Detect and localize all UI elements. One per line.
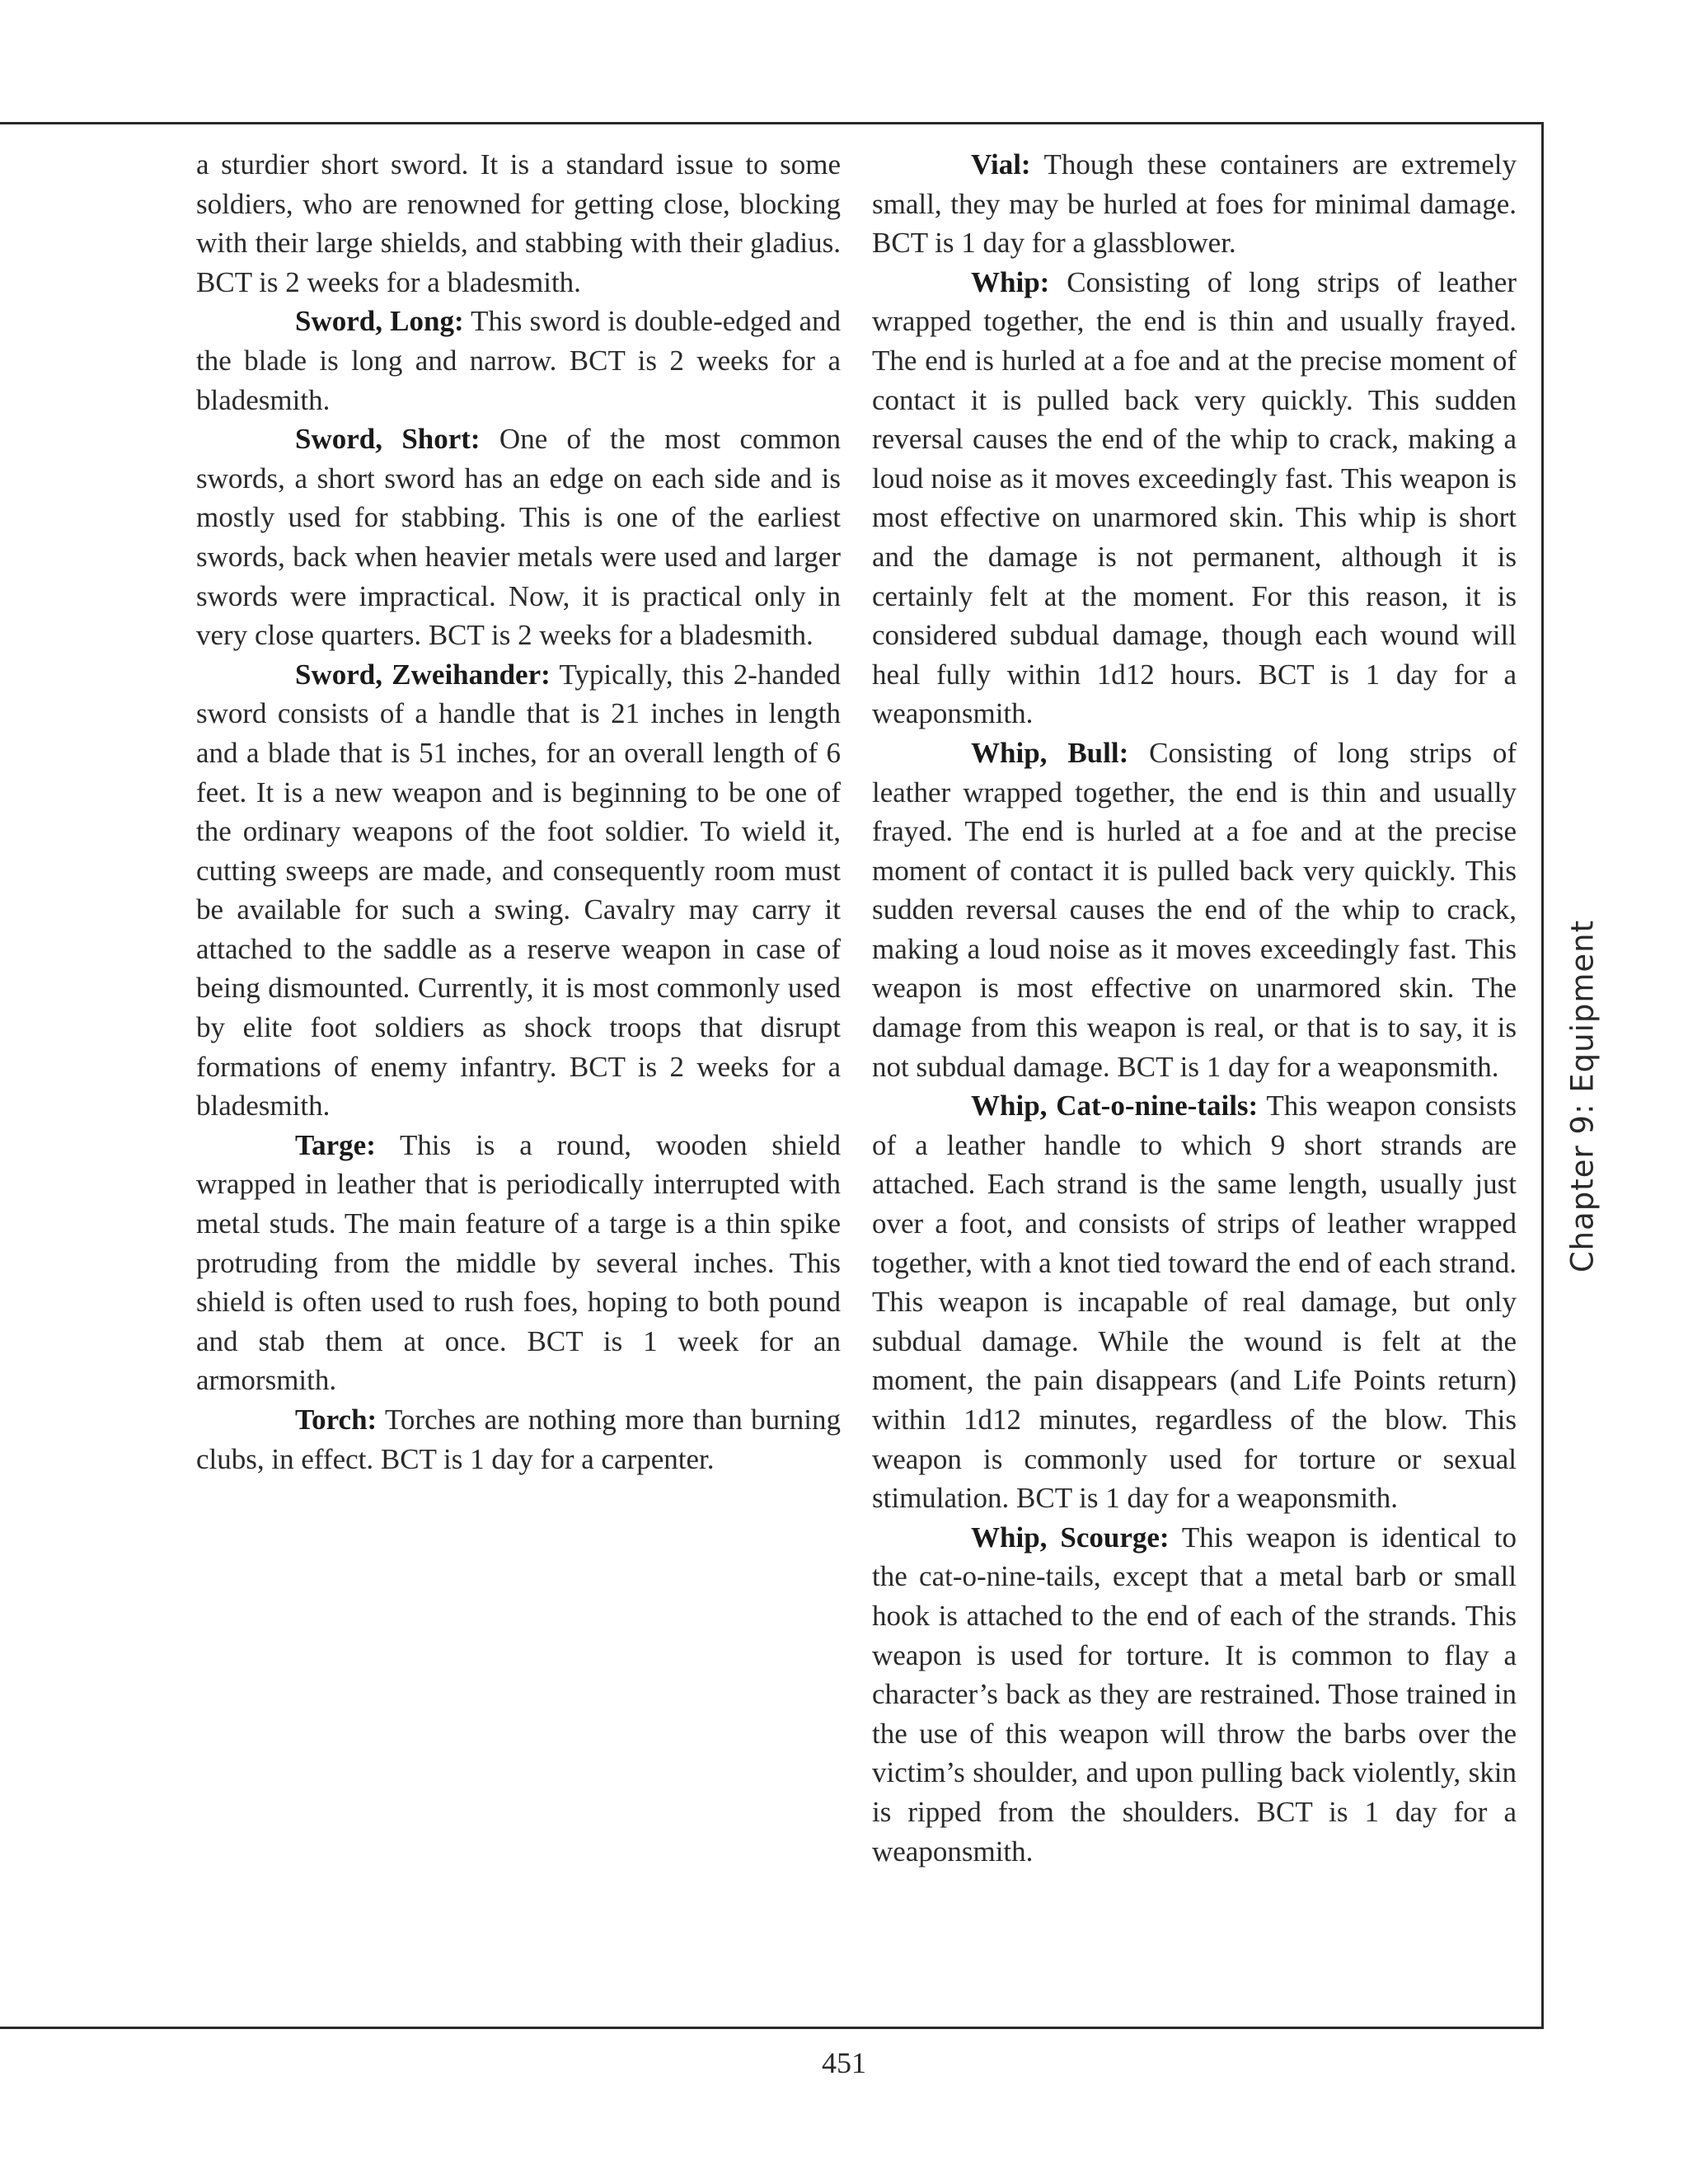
entry-text: Typically, this 2-handed sword consists of a handle that is 21 inches in length and a blade that is 51 inches, for an overall length of 6 feet. It is a new weapon and is beginning to be one of the ordinary weapons of the foot soldier. To wield it, cutting sweeps are made, and consequently room must be available for such a swing. Cavalry may carry it attached to the saddle as a reserve weapon in case of being dismounted. Currently, it is most commonly used by elite foot soldiers as shock troops that disrupt formations of enemy infantry. BCT is 2 weeks for a bladesmith. bbox=[196, 658, 841, 1122]
entry-term: Whip, Scourge: bbox=[971, 1521, 1170, 1554]
entry-term: Whip, Bull: bbox=[971, 736, 1129, 769]
entry-text: Torches are nothing more than burning clubs, in effect. BCT is 1 day for a carpenter. bbox=[196, 1404, 841, 1475]
entry-text: Consisting of long strips of leather wrapped together, the end is thin and usually frayed. The end is hurled at a foe and at the precise moment of contact it is pulled back very quickly. This sudden reversal causes the end of the whip to crack, making a loud noise as it moves exceedingly fast. This weapon is most effective on unarmored skin. This whip is short and the damage is not permanent, although it is certainly felt at the moment. For this reason, it is considered subdual damage, though each wound will heal fully within 1d12 hours. BCT is 1 day for a weaponsmith. bbox=[872, 265, 1517, 730]
entry-targe bbox=[196, 1126, 841, 1400]
entry-sword-long bbox=[196, 302, 841, 419]
page-number: 451 bbox=[822, 2046, 866, 2079]
entry-text: Though these containers are extremely small, they may be hurled at foes for minimal damage. BCT is 1 day for a glassblower. bbox=[872, 148, 1517, 260]
entry-text: This is a round, wooden shield wrapped in leather that is periodically interrupted with metal studs. The main feature of a targe is a thin spike protruding from the middle by several inches. This shield is often used to rush foes, hoping to both pound and stab them at once. BCT is 1 week for an armorsmith. bbox=[196, 1128, 841, 1397]
entry-whip-scourge bbox=[872, 1518, 1517, 1871]
entry-text: This sword is double-edged and the blade is long and narrow. BCT is 2 weeks for a bladesmith. bbox=[196, 305, 841, 416]
entry-torch bbox=[196, 1400, 841, 1479]
entry-term: Sword, Long: bbox=[295, 305, 464, 338]
chapter-tab-label: Chapter 9: Equipment bbox=[1564, 919, 1601, 1273]
entry-whip-cat-o-nine-tails bbox=[872, 1086, 1517, 1518]
left-column bbox=[196, 145, 841, 1479]
right-column bbox=[872, 145, 1517, 1871]
entry-term: Targe: bbox=[295, 1128, 376, 1161]
entry-whip bbox=[872, 263, 1517, 733]
entry-vial bbox=[872, 145, 1517, 263]
paragraph-sword-continuation bbox=[196, 145, 841, 302]
entry-text: Consisting of long strips of leather wrapped together, the end is thin and usually frayed. The end is hurled at a foe and at the precise moment of contact it is pulled back very quickly. This sudden reversal causes the end of the whip to crack, making a loud noise as it moves exceedingly fast. This weapon is most effective on unarmored skin. The damage from this weapon is real, or that is to say, it is not subdual damage. BCT is 1 day for a weaponsmith. bbox=[872, 736, 1517, 1083]
paragraph-text: a sturdier short sword. It is a standard issue to some soldiers, who are renowned for getting close, blocking with their large shields, and stabbing with their gladius. BCT is 2 weeks for a bladesmith. bbox=[196, 148, 841, 298]
entry-whip-bull bbox=[872, 733, 1517, 1086]
entry-term: Vial: bbox=[971, 148, 1031, 180]
entry-sword-short bbox=[196, 419, 841, 655]
entry-text: This weapon is identical to the cat-o-nine-tails, except that a metal barb or small hook is attached to the end of each of the strands. This weapon is used for torture. It is common to flay a character’s back as they are restrained. Those trained in the use of this weapon will throw the barbs over the victim’s shoulder, and upon pulling back violently, skin is ripped from the shoulders. BCT is 1 day for a weaponsmith. bbox=[872, 1521, 1517, 1868]
entry-text: One of the most common swords, a short sword has an edge on each side and is mostly used for stabbing. This is one of the earliest swords, back when heavier metals were used and larger swords were impractical. Now, it is practical only in very close quarters. BCT is 2 weeks for a bladesmith. bbox=[196, 423, 841, 652]
entry-text: This weapon consists of a leather handle to which 9 short strands are attached. Each strand is the same length, usually just over a foot, and consists of strips of leather wrapped together, with a knot tied toward the end of each strand. This weapon is incapable of real damage, but only subdual damage. While the wound is felt at the moment, the pain disappears (and Life Points return) within 1d12 minutes, regardless of the blow. This weapon is commonly used for torture or sexual stimulation. BCT is 1 day for a weaponsmith. bbox=[872, 1090, 1517, 1515]
entry-term: Sword, Zweihander: bbox=[295, 658, 551, 691]
entry-term: Sword, Short: bbox=[295, 423, 481, 456]
entry-term: Torch: bbox=[295, 1404, 377, 1436]
entry-sword-zweihander bbox=[196, 655, 841, 1126]
entry-term: Whip: bbox=[971, 265, 1050, 298]
entry-term: Whip, Cat-o-nine-tails: bbox=[971, 1090, 1259, 1122]
